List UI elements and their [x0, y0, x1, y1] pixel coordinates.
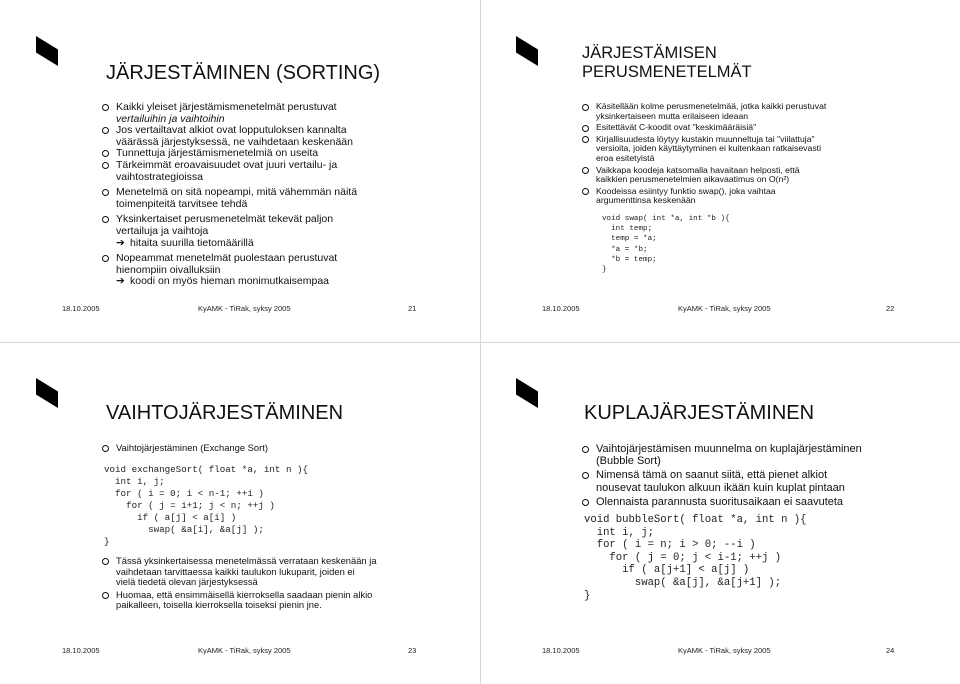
code-block: void bubbleSort( float *a, int n ){ int i, j; for ( i = n; i > 0; --i ) for ( j = 0; j < i-1; ++j ) if ( a[j+1] < a[j] ) swap( &a[j], &a[j+1] ); }	[584, 514, 807, 602]
bullet-item: Koodeissa esiintyy funktio swap(), joka vaihtaa argumenttinsa keskenään	[582, 187, 952, 206]
bullet-item: Nimensä tämä on saanut siitä, että pienet alkiot nousevat taulukon alkuun ikään kuin kuplat pintaan	[582, 469, 952, 493]
corner-decoration-icon	[516, 36, 538, 66]
footer-course: KyAMK - TiRak, syksy 2005	[678, 646, 771, 655]
bullet-icon	[102, 592, 109, 599]
bullet-icon	[102, 216, 109, 223]
bullet-icon	[102, 127, 109, 134]
bullet-icon	[102, 104, 109, 111]
sub-bullet: ➔ hitaita suurilla tietomäärillä	[116, 236, 254, 249]
arrow-right-icon: ➔	[116, 275, 125, 288]
bullet-item: Menetelmä on sitä nopeampi, mitä vähemmän näitä toimenpiteitä tarvitsee tehdä	[102, 187, 462, 210]
footer-course: KyAMK - TiRak, syksy 2005	[198, 304, 291, 313]
bullet-item: Vaihtojärjestäminen (Exchange Sort)	[102, 443, 472, 454]
bullet-icon	[102, 558, 109, 565]
bullet-item: Tunnettuja järjestämismenetelmiä on useita	[102, 148, 462, 160]
bullet-icon	[102, 255, 109, 262]
bullet-item: Jos vertailtavat alkiot ovat lopputuloksen kannalta väärässä järjestyksessä, ne vaihdetaan keskenään	[102, 125, 462, 148]
sub-bullet: ➔ koodi on myös hieman monimutkaisempaa	[116, 275, 330, 288]
bullet-item: Vaikkapa koodeja katsomalla havaitaan helposti, että kaikkien perusmenetelmien aikavaatimus on O(n²)	[582, 166, 952, 185]
bullet-list	[102, 102, 462, 288]
footer-date: 18.10.2005	[542, 646, 580, 655]
bullet-icon	[582, 188, 589, 195]
bullet-icon	[582, 104, 589, 111]
bullet-item: Käsitellään kolme perusmenetelmää, jotka kaikki perustuvat yksinkertaiseen mutta erilaiseen ideaan	[582, 102, 952, 121]
code-block: void exchangeSort( float *a, int n ){ int i, j; for ( i = 0; i < n-1; ++i ) for ( j = i+1; j < n; ++j ) if ( a[j] < a[i] ) swap( &a[i], &a[j] ); }	[104, 464, 308, 547]
bullet-icon	[582, 167, 589, 174]
footer-date: 18.10.2005	[542, 304, 580, 313]
bullet-icon	[582, 136, 589, 143]
footer-date: 18.10.2005	[62, 646, 100, 655]
bullet-icon	[102, 189, 109, 196]
slide-24	[480, 342, 960, 684]
corner-decoration-icon	[36, 36, 58, 66]
bullet-item: Kirjallisuudesta löytyy kustakin muunneltuja tai "viilattuja" versioita, joiden käyttäytyminen ei kuitenkaan ratkaisevasti eroa esitetyistä	[582, 135, 952, 164]
bullet-item: Tärkeimmät eroavaisuudet ovat juuri vertailu- ja vaihtostrategioissa	[102, 160, 462, 183]
slide-title: JÄRJESTÄMINEN (SORTING)	[106, 62, 381, 84]
bullet-list	[102, 556, 472, 611]
bullet-icon	[102, 150, 109, 157]
slide-21	[0, 0, 480, 342]
bullet-item: Olennaista parannusta suoritusaikaan ei saavuteta	[582, 496, 952, 508]
bullet-item: Nopeammat menetelmät puolestaan perustuvat hienompiin oivalluksiin ➔ koodi on myös hieman monimutkaisempaa	[102, 253, 462, 288]
bullet-list	[102, 443, 472, 454]
bullet-icon	[582, 472, 589, 479]
corner-decoration-icon	[516, 378, 538, 408]
bullet-item: Yksinkertaiset perusmenetelmät tekevät paljon vertailuja ja vaihtoja ➔ hitaita suurilla tietomäärillä	[102, 214, 462, 249]
bullet-item: Tässä yksinkertaisessa menetelmässä verrataan keskenään ja vaihdetaan tarvittaessa kaikki taulukon lukuparit, joiden ei vielä tiedetä olevan järjestyksessä	[102, 556, 472, 588]
bullet-icon	[582, 499, 589, 506]
footer-page-number: 21	[408, 304, 417, 313]
footer-course: KyAMK - TiRak, syksy 2005	[198, 646, 291, 655]
bullet-icon	[582, 446, 589, 453]
slide-23	[0, 342, 480, 684]
footer-page-number: 22	[886, 304, 895, 313]
bullet-item: Vaihtojärjestämisen muunnelma on kuplajärjestäminen (Bubble Sort)	[582, 443, 952, 467]
slide-22	[480, 0, 960, 342]
bullet-item: Kaikki yleiset järjestämismenetelmät perustuvat vertailuihin ja vaihtoihin	[102, 102, 462, 125]
footer-course: KyAMK - TiRak, syksy 2005	[678, 304, 771, 313]
bullet-item: Huomaa, että ensimmäisellä kierroksella saadaan pienin alkio paikalleen, toisella kierroksella toiseksi pienin jne.	[102, 590, 472, 611]
bullet-icon	[102, 162, 109, 169]
corner-decoration-icon	[36, 378, 58, 408]
slide-title: VAIHTOJÄRJESTÄMINEN	[106, 402, 344, 424]
code-block: void swap( int *a, int *b ){ int temp; temp = *a; *a = *b; *b = temp; }	[602, 215, 730, 275]
bullet-icon	[102, 445, 109, 452]
bullet-list	[582, 443, 952, 508]
arrow-right-icon: ➔	[116, 236, 125, 249]
bullet-item: Esitettävät C-koodit ovat "keskimääräisiä"	[582, 123, 952, 133]
slide-title: KUPLAJÄRJESTÄMINEN	[584, 402, 815, 424]
bullet-list	[582, 102, 952, 206]
footer-page-number: 23	[408, 646, 417, 655]
footer-page-number: 24	[886, 646, 895, 655]
slide-title: JÄRJESTÄMISEN PERUSMENETELMÄT	[582, 44, 752, 81]
footer-date: 18.10.2005	[62, 304, 100, 313]
bullet-icon	[582, 125, 589, 132]
